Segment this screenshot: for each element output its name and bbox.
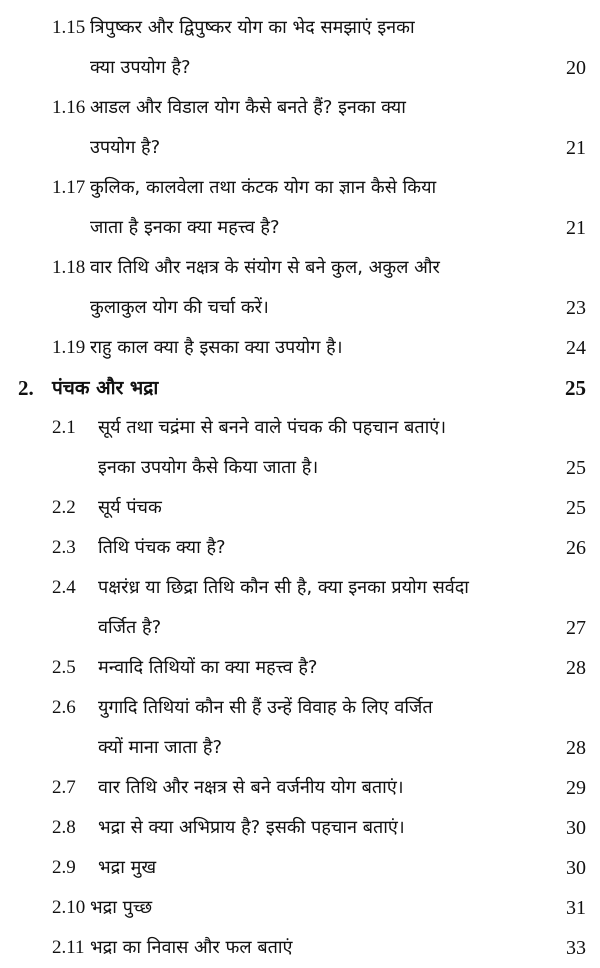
entry-number: 2.9 xyxy=(52,857,76,878)
toc-line xyxy=(0,768,600,808)
entry-title: वार तिथि और नक्षत्र के संयोग से बने कुल, अकुल और xyxy=(90,257,440,278)
toc-line xyxy=(0,8,600,48)
toc-line xyxy=(0,208,600,248)
page-number: 30 xyxy=(566,817,586,839)
entry-number: 1.18 xyxy=(52,257,86,278)
toc-line xyxy=(0,328,600,368)
toc-line xyxy=(0,448,600,488)
toc-entry xyxy=(0,928,600,968)
page-number: 25 xyxy=(566,497,586,519)
entry-number: 2.2 xyxy=(52,497,76,518)
page-number: 33 xyxy=(566,937,586,959)
entry-title: वार तिथि और नक्षत्र से बने वर्जनीय योग बताएं। xyxy=(98,777,404,798)
toc-entry xyxy=(0,248,600,328)
entry-number: 2.10 xyxy=(52,897,86,918)
entry-number: 2.8 xyxy=(52,817,76,838)
entry-number: 2.4 xyxy=(52,577,76,598)
entry-title: क्या उपयोग है? xyxy=(90,57,191,78)
toc-line xyxy=(0,168,600,208)
entry-title: कुलाकुल योग की चर्चा करें। xyxy=(90,297,269,318)
entry-number: 2.1 xyxy=(52,417,76,438)
page-number: 25 xyxy=(566,457,586,479)
entry-number: 2.5 xyxy=(52,657,76,678)
entry-number: 1.15 xyxy=(52,17,86,38)
entry-number: 2.6 xyxy=(52,697,76,718)
toc-entry xyxy=(0,528,600,568)
entry-number: 2.7 xyxy=(52,777,76,798)
entry-title: कुलिक, कालवेला तथा कंटक योग का ज्ञान कैसे किया xyxy=(90,177,437,198)
toc-line xyxy=(0,808,600,848)
toc-entry xyxy=(0,568,600,648)
toc-entry xyxy=(0,808,600,848)
page-number: 25 xyxy=(565,376,586,400)
toc-line xyxy=(0,648,600,688)
toc-line xyxy=(0,568,600,608)
entry-title: मन्वादि तिथियों का क्या महत्त्व है? xyxy=(98,657,318,678)
toc-line xyxy=(0,408,600,448)
entry-title: आडल और विडाल योग कैसे बनते हैं? इनका क्या xyxy=(90,97,406,118)
toc-entry xyxy=(0,168,600,248)
entry-title: भद्रा मुख xyxy=(98,857,157,878)
toc-entry xyxy=(0,688,600,768)
page-number: 28 xyxy=(566,737,586,759)
toc-line xyxy=(0,128,600,168)
page-number: 29 xyxy=(566,777,586,799)
entry-title: सूर्य पंचक xyxy=(98,497,162,518)
page-number: 27 xyxy=(566,617,586,639)
toc-entry xyxy=(0,408,600,488)
entry-number: 2.3 xyxy=(52,537,76,558)
entry-number: 1.17 xyxy=(52,177,86,198)
entry-title: भद्रा का निवास और फल बताएं xyxy=(90,937,293,958)
table-of-contents xyxy=(0,8,600,968)
entry-title: वर्जित है? xyxy=(98,617,162,638)
toc-entry xyxy=(0,848,600,888)
toc-line xyxy=(0,88,600,128)
toc-line xyxy=(0,848,600,888)
page-number: 23 xyxy=(566,297,586,319)
toc-chapter-heading xyxy=(0,368,600,408)
toc-line xyxy=(0,288,600,328)
entry-title: तिथि पंचक क्या है? xyxy=(98,537,226,558)
entry-title: पंचक और भद्रा xyxy=(52,377,159,399)
page-number: 20 xyxy=(566,57,586,79)
toc-line xyxy=(0,368,600,408)
page-number: 26 xyxy=(566,537,586,559)
toc-entry xyxy=(0,768,600,808)
entry-title: जाता है इनका क्या महत्त्व है? xyxy=(90,217,280,238)
toc-entry xyxy=(0,888,600,928)
toc-entry xyxy=(0,88,600,168)
toc-line xyxy=(0,728,600,768)
toc-line xyxy=(0,888,600,928)
entry-title: भद्रा से क्या अभिप्राय है? इसकी पहचान बताएं। xyxy=(98,817,405,838)
toc-line xyxy=(0,608,600,648)
entry-title: त्रिपुष्कर और द्विपुष्कर योग का भेद समझाएं इनका xyxy=(90,17,415,38)
entry-number: 2.11 xyxy=(52,937,85,958)
toc-entry xyxy=(0,648,600,688)
entry-title: सूर्य तथा चद्रंमा से बनने वाले पंचक की पहचान बताएं। xyxy=(98,417,447,438)
entry-title: पक्षरंध्र या छिद्रा तिथि कौन सी है, क्या इनका प्रयोग सर्वदा xyxy=(98,577,469,598)
toc-entry xyxy=(0,328,600,368)
page-number: 30 xyxy=(566,857,586,879)
page-number: 31 xyxy=(566,897,586,919)
toc-entry xyxy=(0,8,600,88)
entry-title: भद्रा पुच्छ xyxy=(90,897,153,918)
toc-line xyxy=(0,488,600,528)
toc-line xyxy=(0,528,600,568)
entry-title: युगादि तिथियां कौन सी हैं उन्हें विवाह के लिए वर्जित xyxy=(98,697,433,718)
toc-line xyxy=(0,248,600,288)
toc-line xyxy=(0,928,600,968)
page-number: 21 xyxy=(566,137,586,159)
entry-number: 1.19 xyxy=(52,337,86,358)
entry-title: उपयोग है? xyxy=(90,137,161,158)
page-number: 28 xyxy=(566,657,586,679)
entry-title: इनका उपयोग कैसे किया जाता है। xyxy=(98,457,319,478)
toc-entry xyxy=(0,488,600,528)
entry-number: 1.16 xyxy=(52,97,86,118)
toc-line xyxy=(0,688,600,728)
entry-title: क्यों माना जाता है? xyxy=(98,737,223,758)
entry-number: 2. xyxy=(18,376,34,400)
page-number: 21 xyxy=(566,217,586,239)
page-number: 24 xyxy=(566,337,586,359)
entry-title: राहु काल क्या है इसका क्या उपयोग है। xyxy=(90,337,343,358)
toc-line xyxy=(0,48,600,88)
